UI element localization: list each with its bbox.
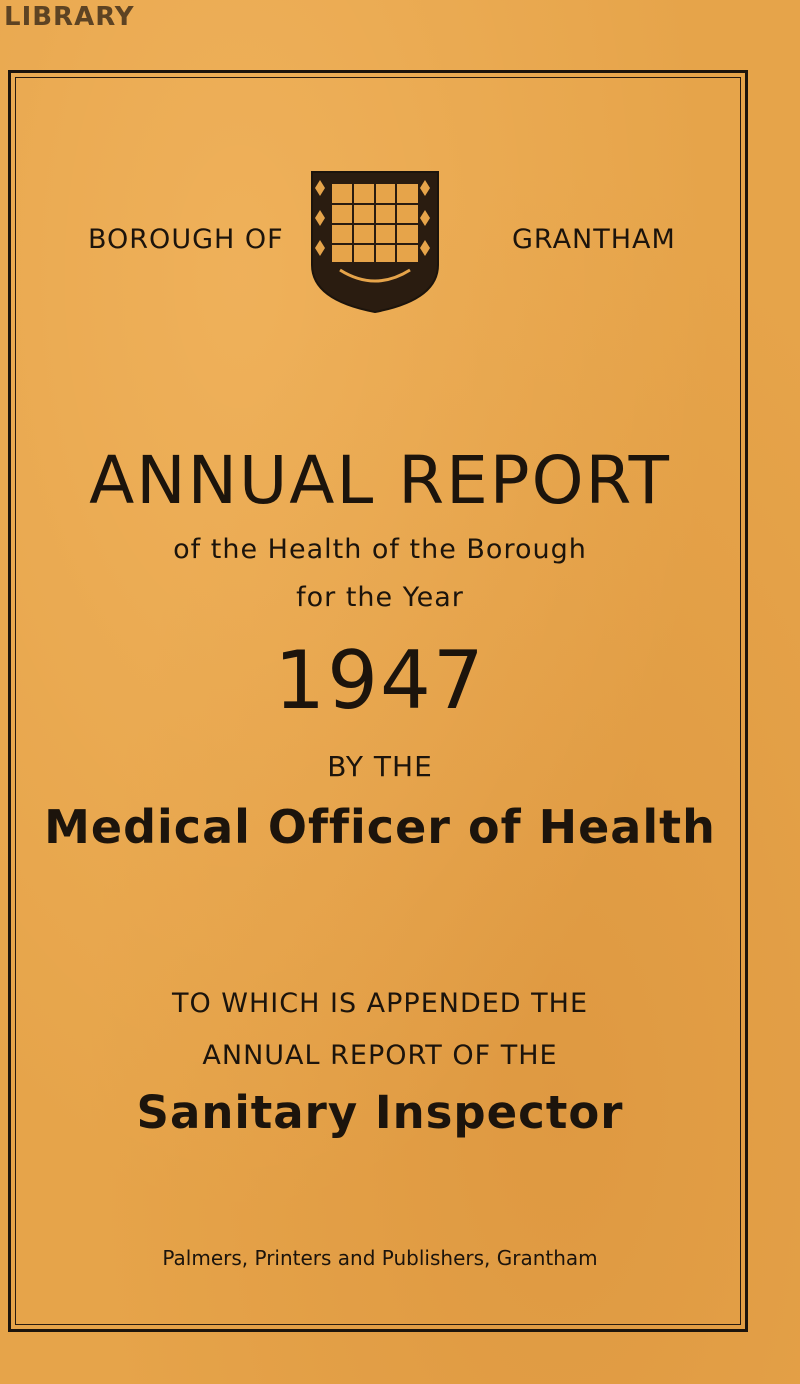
subtitle-line-2: for the Year	[296, 582, 464, 613]
printer-credit: Palmers, Printers and Publishers, Grantham	[162, 1246, 598, 1270]
subtitle-line-1: of the Health of the Borough	[173, 534, 587, 565]
appendix-author-heading: Sanitary Inspector	[136, 1086, 624, 1139]
page-title: ANNUAL REPORT	[89, 442, 671, 519]
borough-label: BOROUGH OF	[88, 224, 284, 255]
report-year: 1947	[274, 634, 486, 727]
coat-of-arms-icon	[310, 170, 440, 315]
author-heading: Medical Officer of Health	[44, 800, 716, 854]
appendix-line-1: TO WHICH IS APPENDED THE	[171, 988, 589, 1019]
appendix-line-2: ANNUAL REPORT OF THE	[202, 1040, 558, 1071]
town-label: GRANTHAM	[512, 224, 676, 255]
library-stamp: LIBRARY	[4, 2, 135, 32]
by-line: BY THE	[327, 750, 433, 783]
